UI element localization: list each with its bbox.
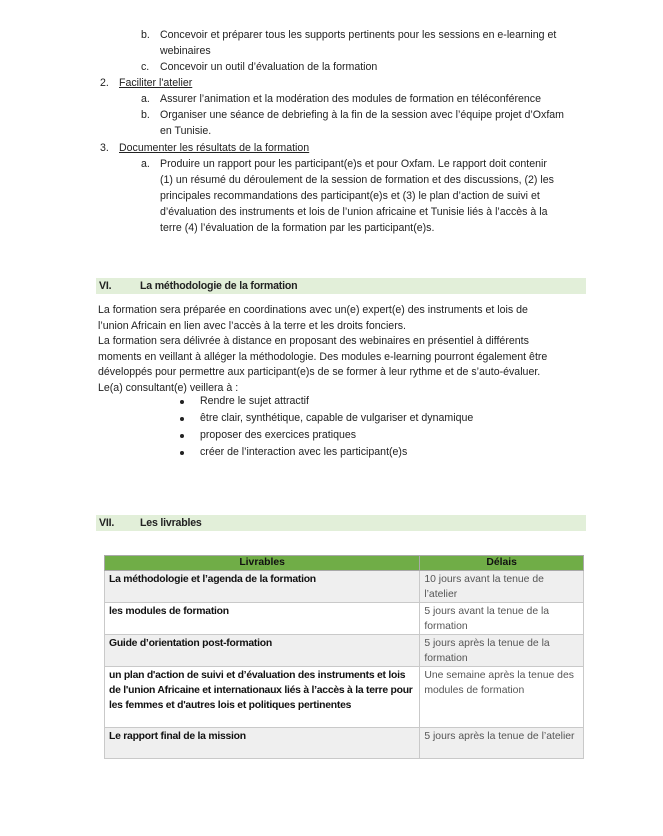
section-title: La méthodologie de la formation — [140, 280, 298, 292]
paragraph-line: Le(a) consultant(e) veillera à : — [98, 381, 239, 394]
list-marker: a. — [141, 93, 150, 105]
table-row — [105, 571, 584, 603]
bullet-icon — [180, 451, 184, 455]
bullet-item: être clair, synthétique, capable de vulgariser et dynamique — [200, 412, 474, 424]
deadline-cell: Une semaine après la tenue des modules de formation — [420, 667, 584, 728]
list-marker: c. — [141, 61, 150, 73]
list-item-text: principales recommandations des participant(e)s et (3) le plan d’action de suivi et — [160, 190, 540, 202]
paragraph-line: développés pour permettre aux participant(e)s de se former à leur rythme et de s’auto-évaluer. — [98, 366, 541, 378]
list-item-text: Concevoir un outil d’évaluation de la formation — [160, 61, 378, 73]
deadline-cell: 10 jours avant la tenue de l’atelier — [420, 571, 584, 603]
task-title: Faciliter l'atelier — [119, 77, 193, 89]
task-title: Documenter les résultats de la formation — [119, 142, 310, 154]
list-item-text: en Tunisie. — [160, 124, 212, 137]
column-header-livrables: Livrables — [105, 556, 420, 571]
bullet-item: créer de l’interaction avec les participant(e)s — [200, 446, 408, 458]
bullet-icon — [180, 434, 184, 438]
task-number: 2. — [100, 77, 109, 89]
list-item-text: Organiser une séance de debriefing à la fin de la session avec l’équipe projet d’Oxfam — [160, 109, 564, 121]
deliverable-cell: Guide d’orientation post-formation — [105, 635, 420, 667]
paragraph-line: l’union Africain en lien avec l’accès à la terre et les droits fonciers. — [98, 319, 406, 332]
list-marker: b. — [141, 29, 150, 41]
table-row — [105, 667, 584, 728]
table-row — [105, 603, 584, 635]
list-item-text: Assurer l’animation et la modération des modules de formation en téléconférence — [160, 93, 541, 105]
list-marker: b. — [141, 109, 150, 121]
deadline-cell: 5 jours avant la tenue de la formation — [420, 603, 584, 635]
deadline-cell: 5 jours après la tenue de l’atelier — [420, 728, 584, 759]
deadline-cell: 5 jours après la tenue de la formation — [420, 635, 584, 667]
list-item-text: terre (4) l’évaluation de la formation par les participant(e)s. — [160, 222, 435, 234]
table-row — [105, 635, 584, 667]
bullet-item: Rendre le sujet attractif — [200, 395, 309, 407]
section-header-vi — [96, 278, 586, 294]
bullet-icon — [180, 417, 184, 421]
section-header-vii — [96, 515, 586, 531]
section-title: Les livrables — [140, 517, 202, 529]
list-item-text: d’évaluation des instruments et lois de l’union africaine et Tunisie liés à l’accès à la — [160, 206, 548, 218]
table-row — [105, 728, 584, 759]
section-number: VI. — [99, 280, 112, 292]
list-item-text: (1) un résumé du déroulement de la session de formation et des discussions, (2) les — [160, 174, 554, 186]
task-number: 3. — [100, 142, 109, 154]
column-header-delais: Délais — [420, 556, 584, 571]
paragraph-line: La formation sera délivrée à distance en proposant des webinaires en présentiel à différents — [98, 335, 529, 347]
list-marker: a. — [141, 158, 150, 170]
paragraph-line: La formation sera préparée en coordinations avec un(e) expert(e) des instruments et lois de — [98, 304, 528, 316]
bullet-icon — [180, 400, 184, 404]
deliverable-cell: les modules de formation — [105, 603, 420, 635]
paragraph-line: moments en veillant à alléger la méthodologie. Des modules e-learning pourront également être — [98, 350, 548, 363]
deliverable-cell: un plan d'action de suivi et d’évaluation des instruments et lois de l'union Africaine et internationaux liés à l’accès à la terre pour les femmes et d'autres lois et politiques pertinentes — [105, 667, 420, 728]
table-header-row — [105, 556, 584, 571]
deliverable-cell: Le rapport final de la mission — [105, 728, 420, 759]
list-item-text: webinaires — [160, 44, 211, 57]
deliverable-cell: La méthodologie et l’agenda de la formation — [105, 571, 420, 603]
list-item-text: Produire un rapport pour les participant(e)s et pour Oxfam. Le rapport doit contenir — [160, 158, 547, 170]
list-item-text: Concevoir et préparer tous les supports pertinents pour les sessions en e-learning et — [160, 29, 557, 41]
section-number: VII. — [99, 517, 115, 529]
deliverables-table — [104, 555, 584, 759]
bullet-item: proposer des exercices pratiques — [200, 429, 357, 441]
